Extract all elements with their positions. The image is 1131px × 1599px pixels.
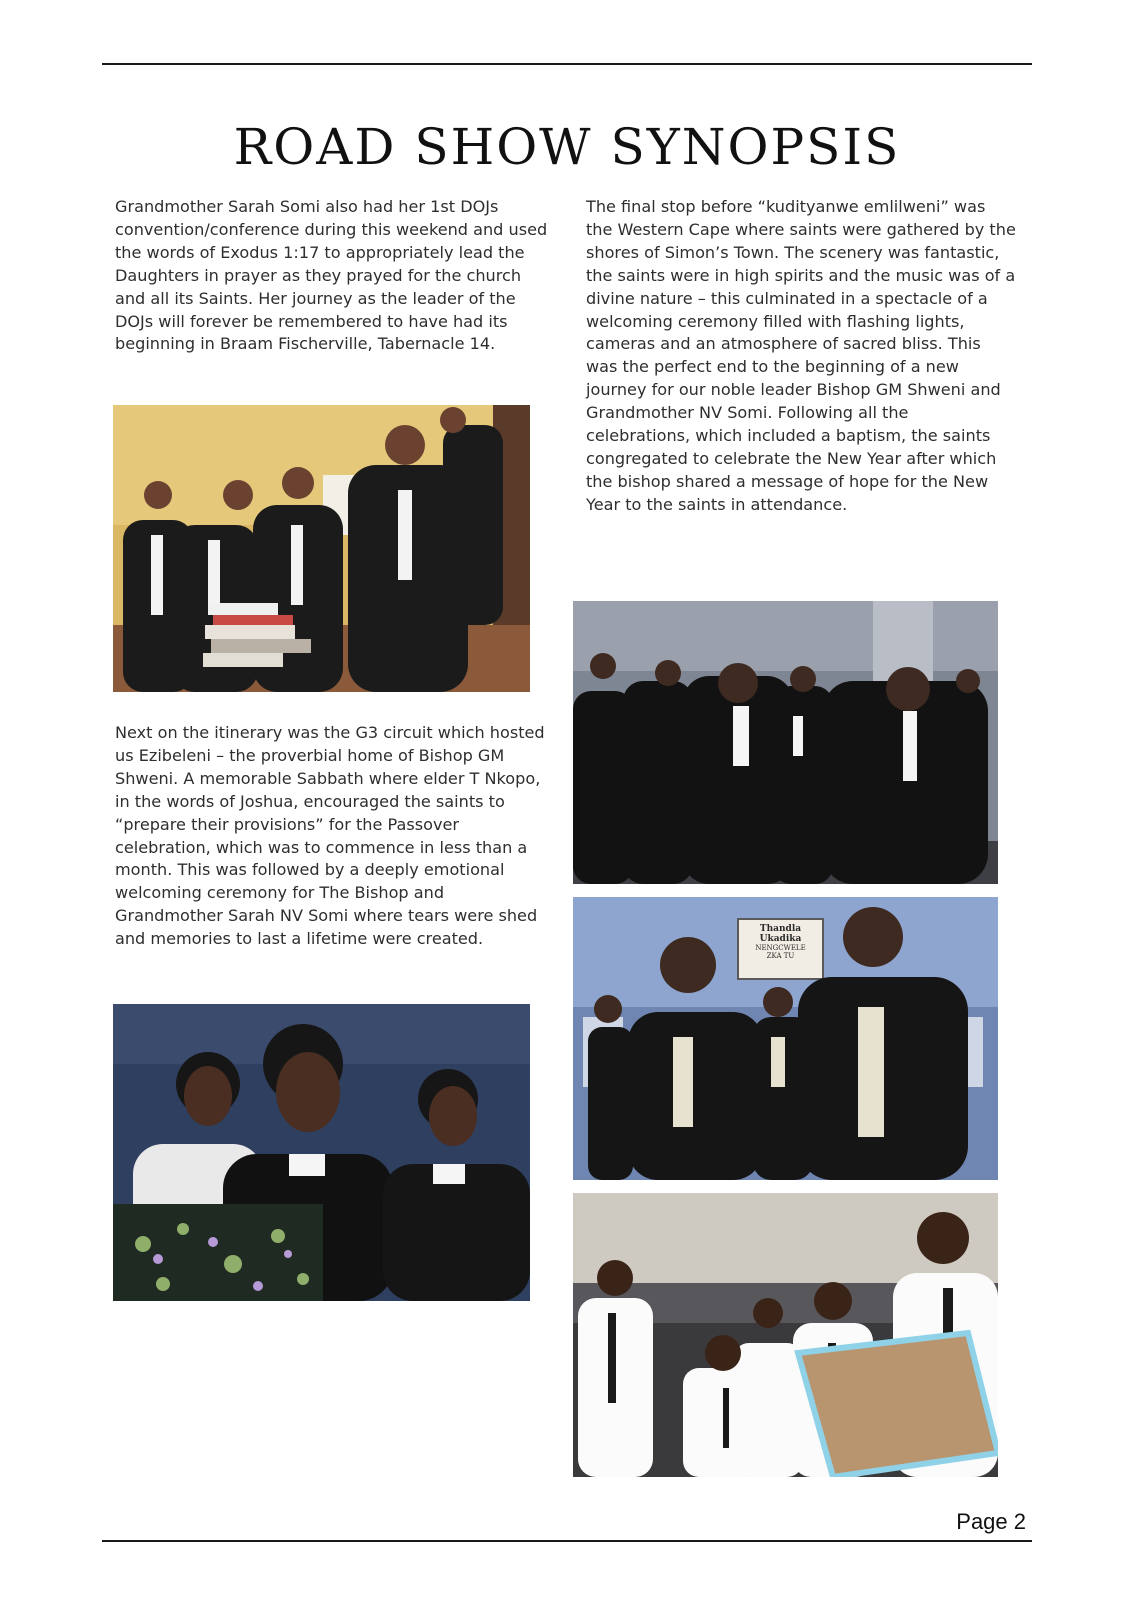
photo-women-singing bbox=[113, 1004, 530, 1301]
photo-men-praying bbox=[113, 405, 530, 692]
top-rule bbox=[102, 63, 1032, 65]
page-title: ROAD SHOW SYNOPSIS bbox=[233, 117, 901, 176]
paragraph-grandmother-somi: Grandmother Sarah Somi also had her 1st DOJs convention/conference during this weekend and used the words of Exodus 1:17 to appropriately lead the Daughters in prayer as they prayed for the church and all its Saints. Her journey as the leader of the DOJs will forever be remembered to have had its beginning in Braam Fischerville, Tabernacle 14. bbox=[115, 197, 548, 354]
photo-children-with-tray bbox=[573, 1193, 998, 1477]
page-number: Page 2 bbox=[956, 1509, 1026, 1534]
photo-women-procession bbox=[573, 601, 998, 884]
photo-elders-with-sign bbox=[573, 897, 998, 1180]
paragraph-g3-circuit: Next on the itinerary was the G3 circuit which hosted us Ezibeleni – the proverbial home of Bishop GM Shweni. A memorable Sabbath where elder T Nkopo, in the words of Joshua, encouraged the saints to “prepare their provisions” for the Passover celebration, which was to commence in less than a month. This was followed by a deeply emotional welcoming ceremony for The Bishop and Grandmother Sarah NV Somi where tears were shed and memories to last a lifetime were created. bbox=[115, 723, 545, 949]
paragraph-western-cape: The final stop before “kudityanwe emlilweni” was the Western Cape where saints were gathered by the shores of Simon’s Town. The scenery was fantastic, the saints were in high spirits and the music was of a divine nature – this culminated in a spectacle of a welcoming ceremony filled with flashing lights, cameras and an atmosphere of sacred bliss. This was the perfect end to the beginning of a new journey for our noble leader Bishop GM Shweni and Grandmother NV Somi. Following all the celebrations, which included a baptism, the saints congregated to celebrate the New Year after which the bishop shared a message of hope for the New Year to the saints in attendance. bbox=[586, 197, 1016, 514]
bottom-rule bbox=[102, 1540, 1032, 1542]
sign-text: Thandla Ukadika NENGCWELE ZKA TU bbox=[755, 924, 806, 960]
